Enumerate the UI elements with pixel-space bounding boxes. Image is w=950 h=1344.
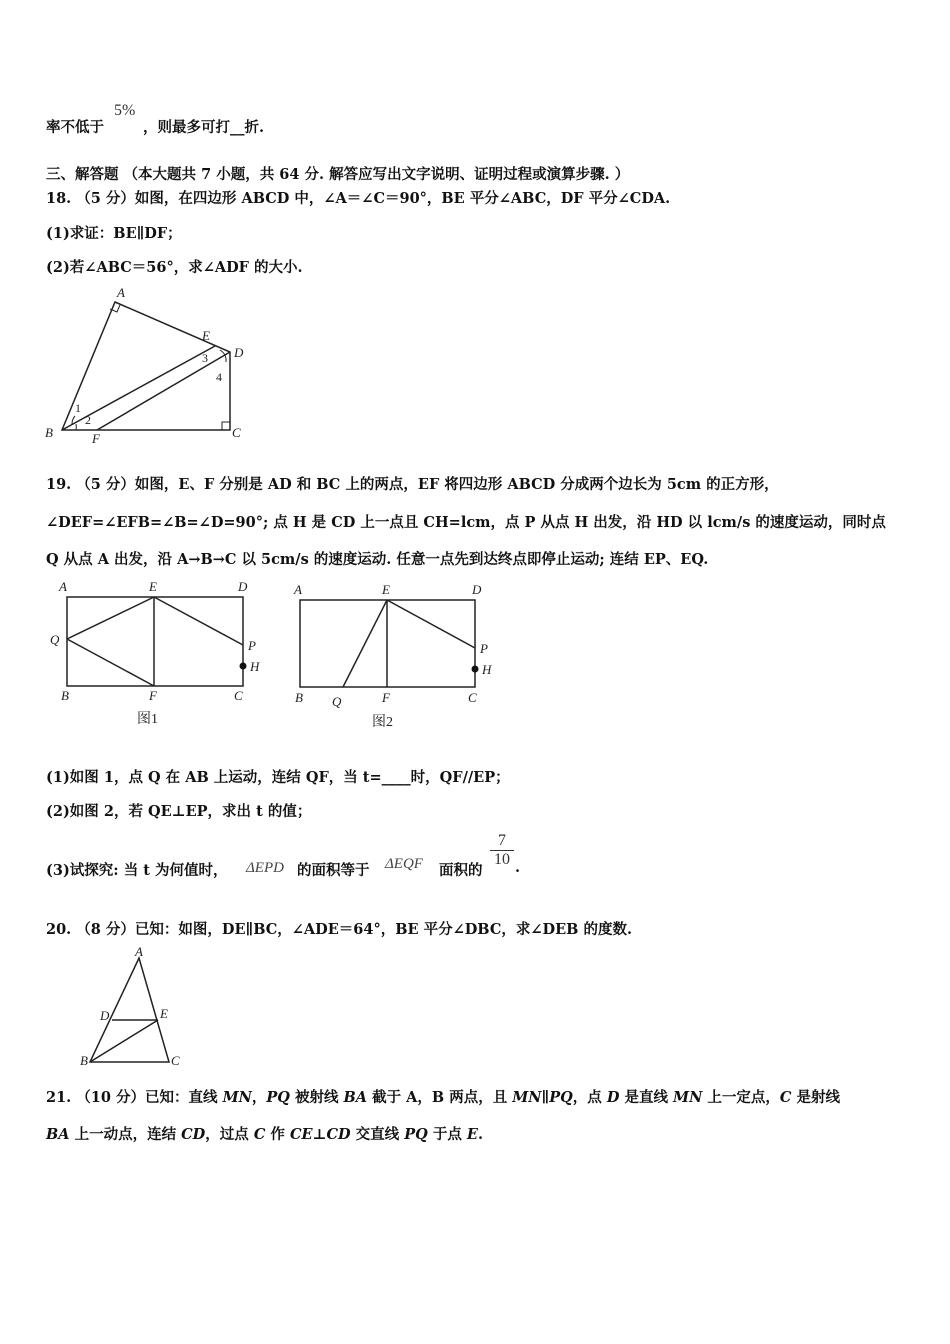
svg-text:F: F: [149, 688, 157, 703]
rect-abcd: [67, 597, 243, 686]
caption-fig2: 图2: [372, 715, 393, 730]
fraction-numerator: 7: [498, 832, 506, 849]
label-c: C: [232, 425, 241, 440]
point-h: [240, 663, 247, 670]
label-f: F: [92, 431, 100, 446]
svg-text:A: A: [135, 944, 143, 959]
q19-part2: (2)如图 2，若 QE⊥EP，求出 t 的值；: [46, 803, 312, 820]
fraction: [490, 832, 514, 869]
q18-figure: [40, 280, 260, 445]
q19-line3: Q 从点 A 出发，沿 A→B→C 以 5cm/s 的速度运动. 任意一点先到达终点即停止运动; 连结 EP、EQ.: [46, 551, 709, 568]
q19-figure-2: [288, 575, 518, 735]
svg-text:D: D: [238, 579, 248, 594]
angle-4: 4: [216, 370, 222, 384]
q18-stem: 18. （5 分）如图，在四边形 ABCD 中，∠A＝∠C＝90°，BE 平分∠ABC，DF 平分∠CDA.: [46, 190, 671, 207]
svg-text:B: B: [80, 1053, 88, 1068]
label-d: D: [234, 345, 244, 360]
svg-text:H: H: [482, 662, 492, 677]
percent-value: 5%: [114, 102, 136, 119]
segment-df: [97, 352, 230, 430]
svg-text:Q: Q: [332, 694, 342, 709]
svg-text:Q: Q: [50, 632, 60, 647]
svg-text:H: H: [250, 659, 260, 674]
q18-part1: (1)求证：BE∥DF；: [46, 225, 182, 242]
caption-fig1: 图1: [137, 712, 158, 727]
q20-figure: [78, 945, 188, 1070]
point-h: [472, 666, 479, 673]
svg-text:C: C: [171, 1053, 180, 1068]
svg-text:P: P: [248, 638, 256, 653]
triangle-epd: ΔEPD: [246, 860, 284, 876]
svg-text:C: C: [234, 688, 243, 703]
q19-line2: ∠DEF=∠EFB=∠B=∠D=90°; 点 H 是 CD 上一点且 CH=lcm，点 P 从点 H 出发，沿 HD 以 lcm/s 的速度运动，同时点: [46, 514, 886, 531]
svg-text:P: P: [480, 641, 488, 656]
q19-part1: (1)如图 1，点 Q 在 AB 上运动，连结 QF，当 t=____时，QF//EP；: [46, 769, 510, 786]
svg-text:C: C: [468, 690, 477, 705]
label-e: E: [202, 328, 210, 343]
angle-1: 1: [75, 401, 81, 415]
svg-text:A: A: [294, 582, 302, 597]
q19-line1: 19. （5 分）如图，E、F 分别是 AD 和 BC 上的两点，EF 将四边形 ABCD 分成两个边长为 5cm 的正方形，: [46, 476, 779, 493]
q18-part2: (2)若∠ABC＝56°，求∠ADF 的大小.: [46, 259, 303, 276]
q21-line2: BA 上一动点，连结 CD，过点 C 作 CE⊥CD 交直线 PQ 于点 E.: [46, 1126, 483, 1143]
svg-text:E: E: [149, 579, 157, 594]
q19-figure-1: [45, 575, 275, 730]
q21-line1: 21. （10 分）已知：直线 MN，PQ 被射线 BA 截于 A，B 两点，且 MN∥PQ，点 D 是直线 MN 上一定点，C 是射线: [46, 1089, 840, 1106]
angle-3: 3: [202, 351, 208, 365]
q20-stem: 20. （8 分）已知：如图，DE∥BC，∠ADE＝64°，BE 平分∠DBC，求∠DEB 的度数.: [46, 921, 633, 938]
fraction-denominator: 10: [490, 850, 514, 869]
section-title: 三、解答题 （本大题共 7 小题，共 64 分. 解答应写出文字说明、证明过程或演算步骤. ）: [46, 166, 630, 183]
q19-part3: (3)试探究: 当 t 为何值时，: [46, 862, 228, 879]
label-a: A: [117, 285, 125, 300]
svg-text:A: A: [59, 579, 67, 594]
label-b: B: [45, 425, 53, 440]
svg-text:F: F: [382, 690, 390, 705]
fill-blank-suffix: ，则最多可打__折.: [143, 119, 265, 136]
angle-2: 2: [85, 413, 91, 427]
svg-text:B: B: [295, 690, 303, 705]
triangle-eqf: ΔEQF: [385, 856, 423, 872]
fill-blank-line: 率不低于: [46, 119, 104, 136]
svg-text:B: B: [61, 688, 69, 703]
right-angle-c: [222, 422, 230, 430]
svg-text:D: D: [100, 1008, 110, 1023]
svg-text:E: E: [382, 582, 390, 597]
svg-text:E: E: [160, 1006, 168, 1021]
svg-text:D: D: [472, 582, 482, 597]
